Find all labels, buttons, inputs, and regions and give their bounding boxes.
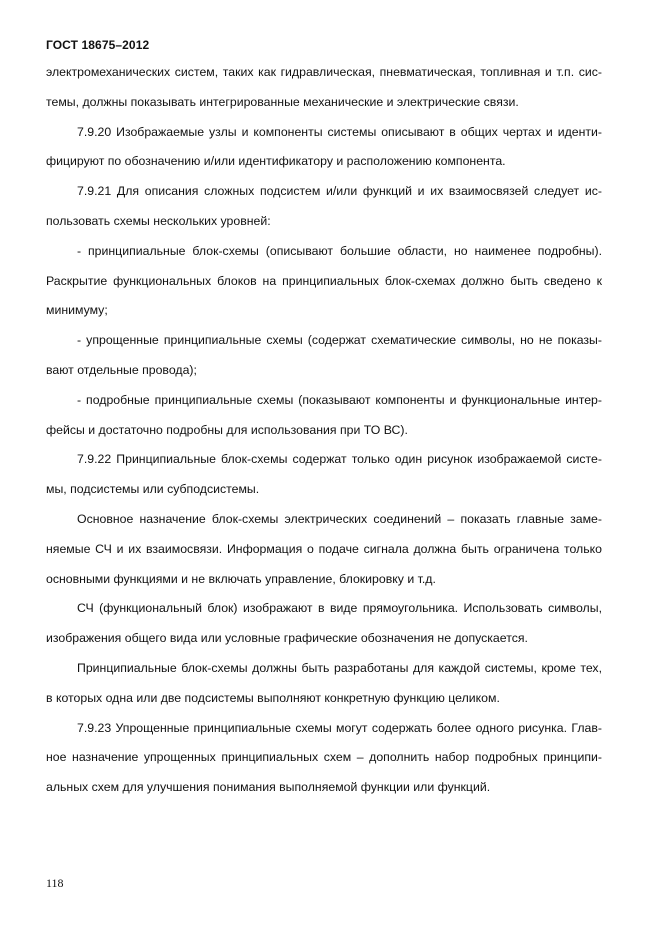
text-line: мы, подсистемы или субподсистемы. [46,482,260,497]
text-line: - принципиальные блок-схемы (описывают большие области, но наименее подробны). [77,243,602,258]
text-line: - подробные принципиальные схемы (показывают компоненты и функциональные интер- [77,392,602,407]
text-line: минимуму; [46,303,108,318]
text-line: 7.9.23 Упрощенные принципиальные схемы могут содержать более одного рисунка. Глав- [77,720,602,735]
text-line: альных схем для улучшения понимания выполняемой функции или функций. [46,780,491,795]
text-line: Принципиальные блок-схемы должны быть разработаны для каждой системы, кроме тех, [77,660,602,675]
text-line: СЧ (функциональный блок) изображают в виде прямоугольника. Использовать символы, [77,601,602,616]
text-line: темы, должны показывать интегрированные механические и электрические связи. [46,94,519,109]
text-line: 7.9.22 Принципиальные блок-схемы содержат только один рисунок изображаемой систе- [77,452,602,467]
text-line: электромеханических систем, таких как гидравлическая, пневматическая, топливная и т.п. сис- [46,65,602,79]
text-line: Основное назначение блок-схемы электрических соединений – показать главные заме- [77,511,602,526]
page-number: 118 [46,876,64,890]
text-line: фейсы и достаточно подробны для использования при ТО ВС). [46,422,408,437]
text-line: 7.9.20 Изображаемые узлы и компоненты системы описывают в общих чертах и иденти- [77,124,602,139]
document-body [46,58,602,803]
text-line: основными функциями и не включать управление, блокировку и т.д. [46,571,436,586]
text-line: фицируют по обозначению и/или идентификатору и расположению компонента. [46,154,506,169]
document-header: ГОСТ 18675–2012 [46,38,150,52]
text-line: - упрощенные принципиальные схемы (содержат схематические символы, но не показы- [77,333,602,348]
text-line: 7.9.21 Для описания сложных подсистем и/или функций и их взаимосвязей следует ис- [77,184,602,199]
text-line: няемые СЧ и их взаимосвязи. Информация о подаче сигнала должна быть ограничена только [46,541,602,556]
text-line: ное назначение упрощенных принципиальных схем – дополнить набор подробных принципи- [46,750,602,765]
text-line: изображения общего вида или условные графические обозначения не допускается. [46,631,528,646]
text-line: в которых одна или две подсистемы выполняют конкретную функцию целиком. [46,690,500,705]
text-line: вают отдельные провода); [46,362,197,377]
text-line: пользовать схемы нескольких уровней: [46,213,271,228]
text-line: Раскрытие функциональных блоков на принципиальных блок-схемах должно быть сведено к [46,273,602,288]
